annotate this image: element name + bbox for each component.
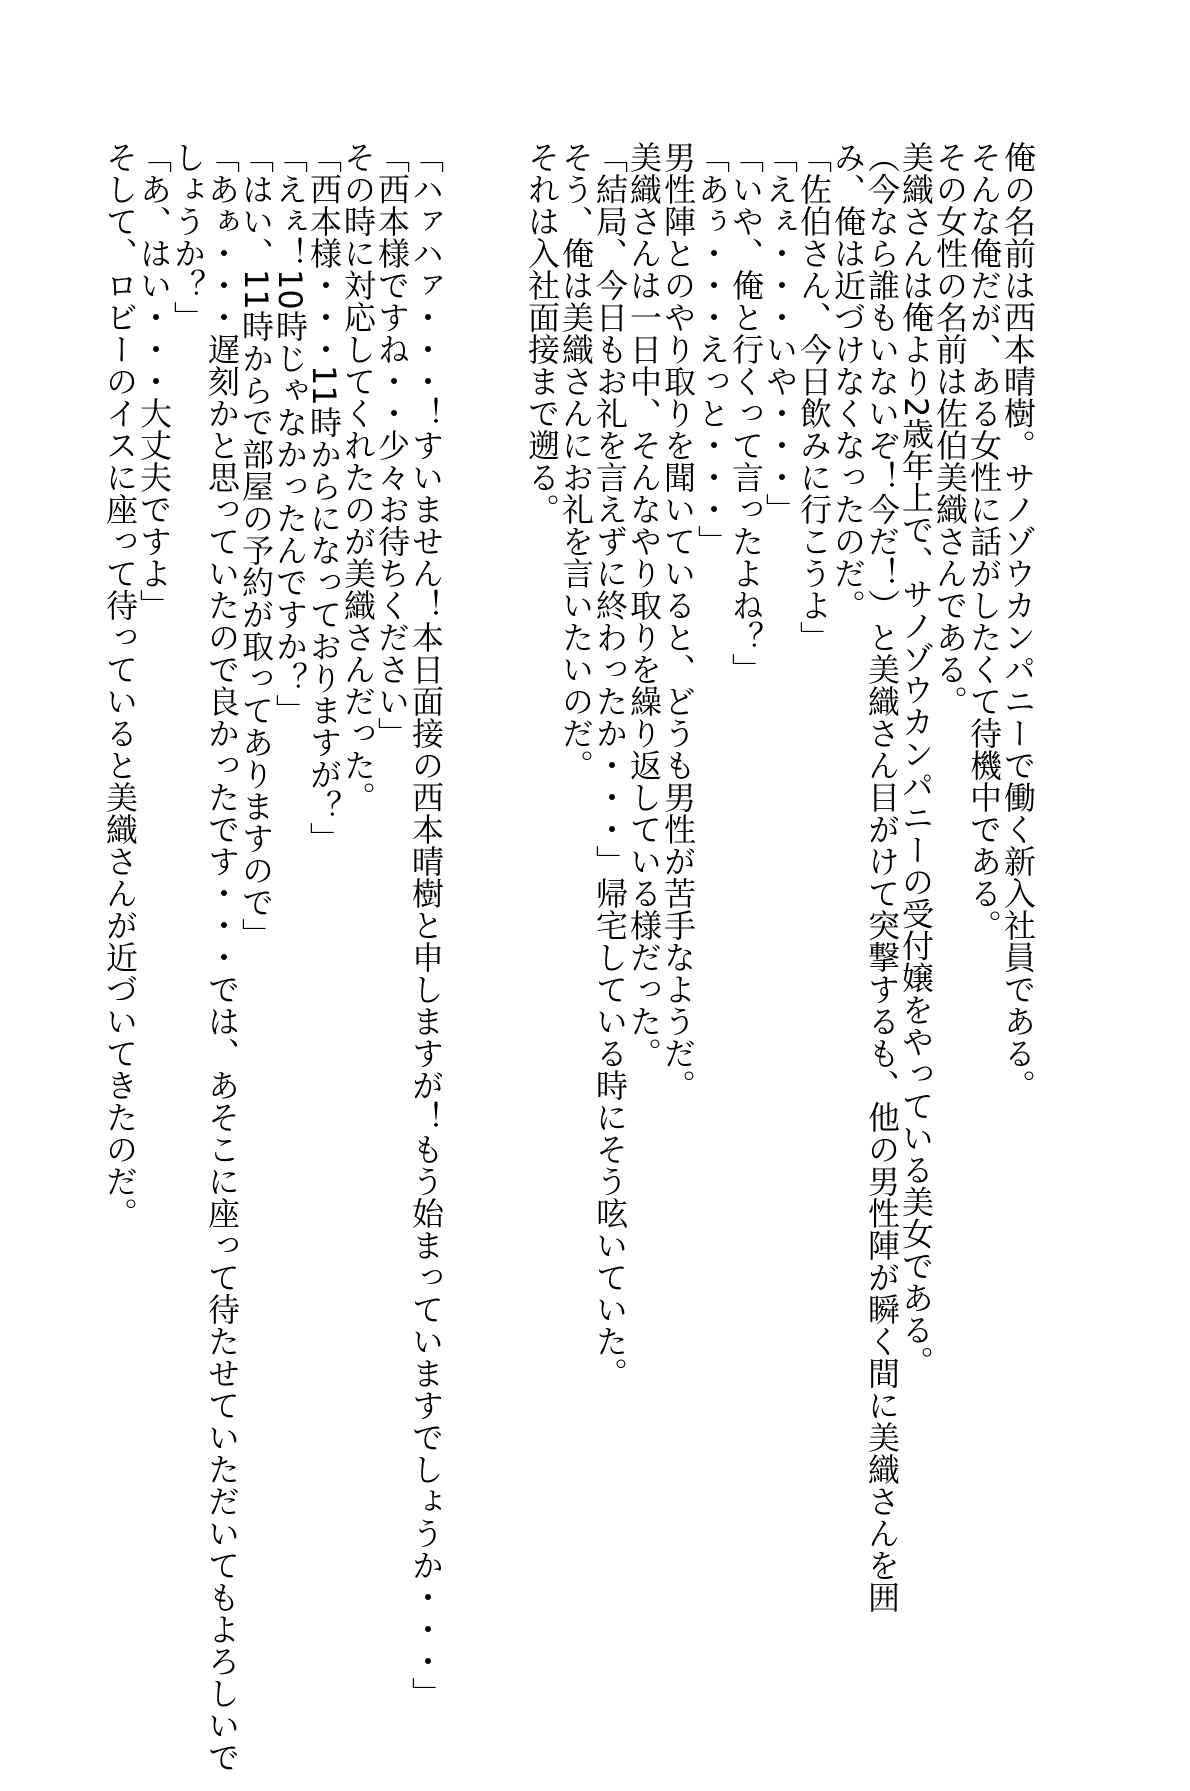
text-line: 俺の名前は西本晴樹。サノゾウカンパニーで働く新入社員である。 bbox=[999, 141, 1037, 1101]
text-line: その女性の名前は佐伯美織さんである。 bbox=[931, 141, 969, 717]
text-line: 「えぇ！10時じゃなかったんですか？」 bbox=[271, 141, 309, 726]
text-line: み、俺は近づけなくなったのだ。 bbox=[829, 141, 867, 621]
vertical-text-body bbox=[101, 141, 1037, 1773]
text-line: そして、ロビーのイスに座って待っていると美織さんが近づいてきたのだ。 bbox=[101, 141, 139, 1229]
text-line: そんな俺だが、ある女性に話がしたくて待機中である。 bbox=[965, 141, 1003, 941]
text-line: （今なら誰もいないぞ！今だ！）と美織さん目がけて突撃するも、他の男性陣が瞬く間に美織さんを囲 bbox=[863, 141, 901, 1613]
text-line: 「西本様・・・11時からになっておりますが？」 bbox=[305, 141, 343, 854]
text-line: 「ハァハァ・・・！すいません！本日面接の西本晴樹と申しますが！もう始まっていますでしょうか・・・」 bbox=[407, 141, 445, 1709]
text-line: 「はい、11時からで部屋の予約が取ってありますので」 bbox=[237, 141, 275, 950]
text-line: 男性陣とのやり取りを聞いていると、どうも男性が苦手なようだ。 bbox=[659, 141, 697, 1101]
text-line: 「結局、今日もお礼を言えずに終わったか・・・」帰宅している時にそう呟いていた。 bbox=[591, 141, 629, 1389]
text-line: 美織さんは俺より2歳年上で、サノゾウカンパニーの受付嬢をやっている美女である。 bbox=[897, 141, 935, 1378]
text-line: 「えぇ・・・いや・・・」 bbox=[761, 141, 799, 525]
text-line: しょうか？」 bbox=[169, 141, 207, 333]
text-line: そう、俺は美織さんにお礼を言いたいのだ。 bbox=[557, 141, 595, 781]
text-line: 「いや、俺と行くって言ったよね？」 bbox=[727, 141, 765, 685]
text-line: 「佐伯さん、今日飲みに行こうよ」 bbox=[795, 141, 833, 653]
text-line: 「あぁ・・・遅刻かと思っていたので良かったです・・・では、あそこに座って待たせていただいてもよろしいで bbox=[203, 141, 241, 1773]
text-line: その時に対応してくれたのが美織さんだった。 bbox=[339, 141, 377, 813]
paragraph-gap bbox=[443, 141, 525, 1671]
text-line: それは入社面接まで遡る。 bbox=[523, 141, 561, 525]
text-line: 「あぅ・・・えっと・・・」 bbox=[693, 141, 731, 557]
text-line: 「西本様ですね・・少々お待ちください」 bbox=[373, 141, 411, 749]
text-line: 美織さんは一日中、そんなやり取りを繰り返している様だった。 bbox=[625, 141, 663, 1069]
text-line: 「あ、はい・・・大丈夫ですよ」 bbox=[135, 141, 173, 621]
